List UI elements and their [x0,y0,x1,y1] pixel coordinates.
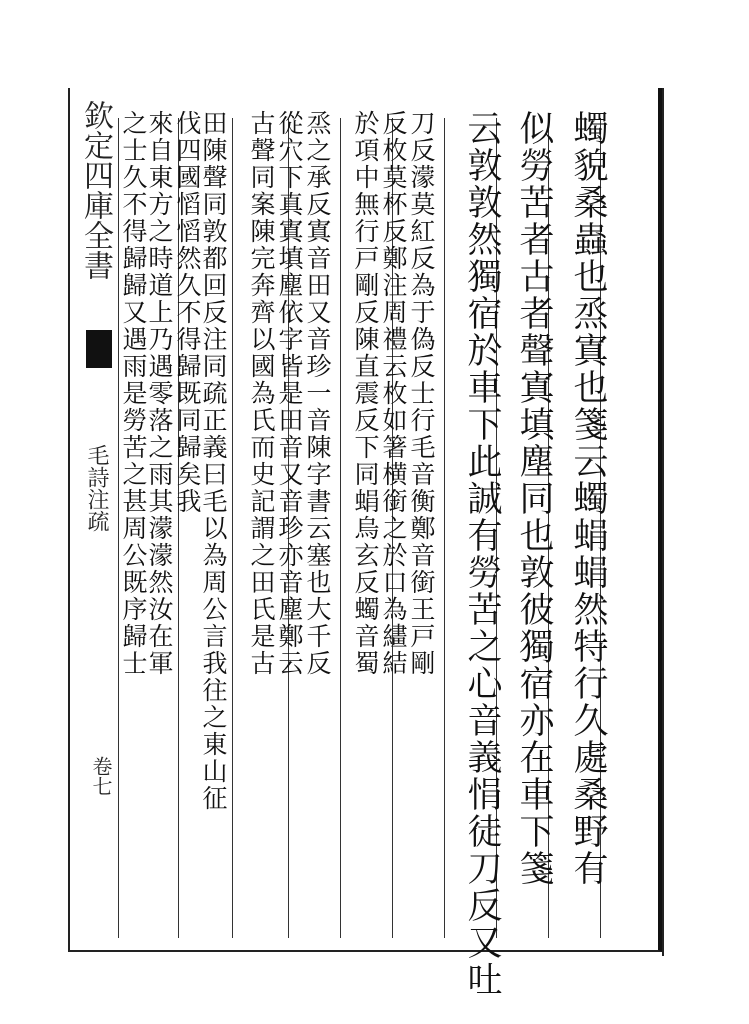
book-title: 欽定四庫全書 [78,100,113,280]
text-column-13: 之士久不得歸歸又遇雨是勞苦之甚周公既序歸士 [119,110,148,677]
fishtail-mark [86,330,112,368]
text-column-2: 似勞苦者古者聲寘填塵同也敦彼獨宿亦在車下箋 [514,110,554,887]
text-column-12: 來自東方之時道上乃遇零落之雨其濛濛然汝在軍 [145,110,174,677]
column-rule [340,118,341,938]
text-column-6: 於項中無行戸剛反陳直震反下同蜎烏玄反蠋音蜀 [351,110,380,677]
text-column-8: 從穴下真寘填塵依字皆是田音又音珍亦音塵鄭云 [275,110,304,677]
text-column-1: 蠋貌桑蟲也烝寘也箋云蠋蜎蜎然特行久處桑野有 [568,110,608,887]
outer-border [662,88,664,956]
column-rule [444,118,445,938]
text-column-10: 田陳聲同敦都回反注同疏正義曰毛以為周公言我往之東山征 [199,110,228,812]
text-column-7: 烝之承反寘音田又音珍一音陳字書云塞也大千反 [303,110,332,677]
page-number: 卷七 [89,756,113,796]
column-rule [232,118,233,938]
text-column-9: 古聲同案陳完奔齊以國為氏而史記謂之田氏是古 [247,110,276,677]
text-column-4: 刀反濛莫紅反為于偽反士行毛音衡鄭音銜王戸剛 [407,110,436,677]
text-column-5: 反枚莫杯反鄭注周禮云枚如箸横銜之於口為繣結 [379,110,408,677]
section-title: 毛詩注疏 [84,444,109,532]
text-column-11: 伐四國慆慆然久不得歸既同歸矣我 [173,110,202,515]
text-column-3: 云敦敦然獨宿於車下此誠有勞苦之心音義悁徒刀反又吐 [462,110,502,998]
